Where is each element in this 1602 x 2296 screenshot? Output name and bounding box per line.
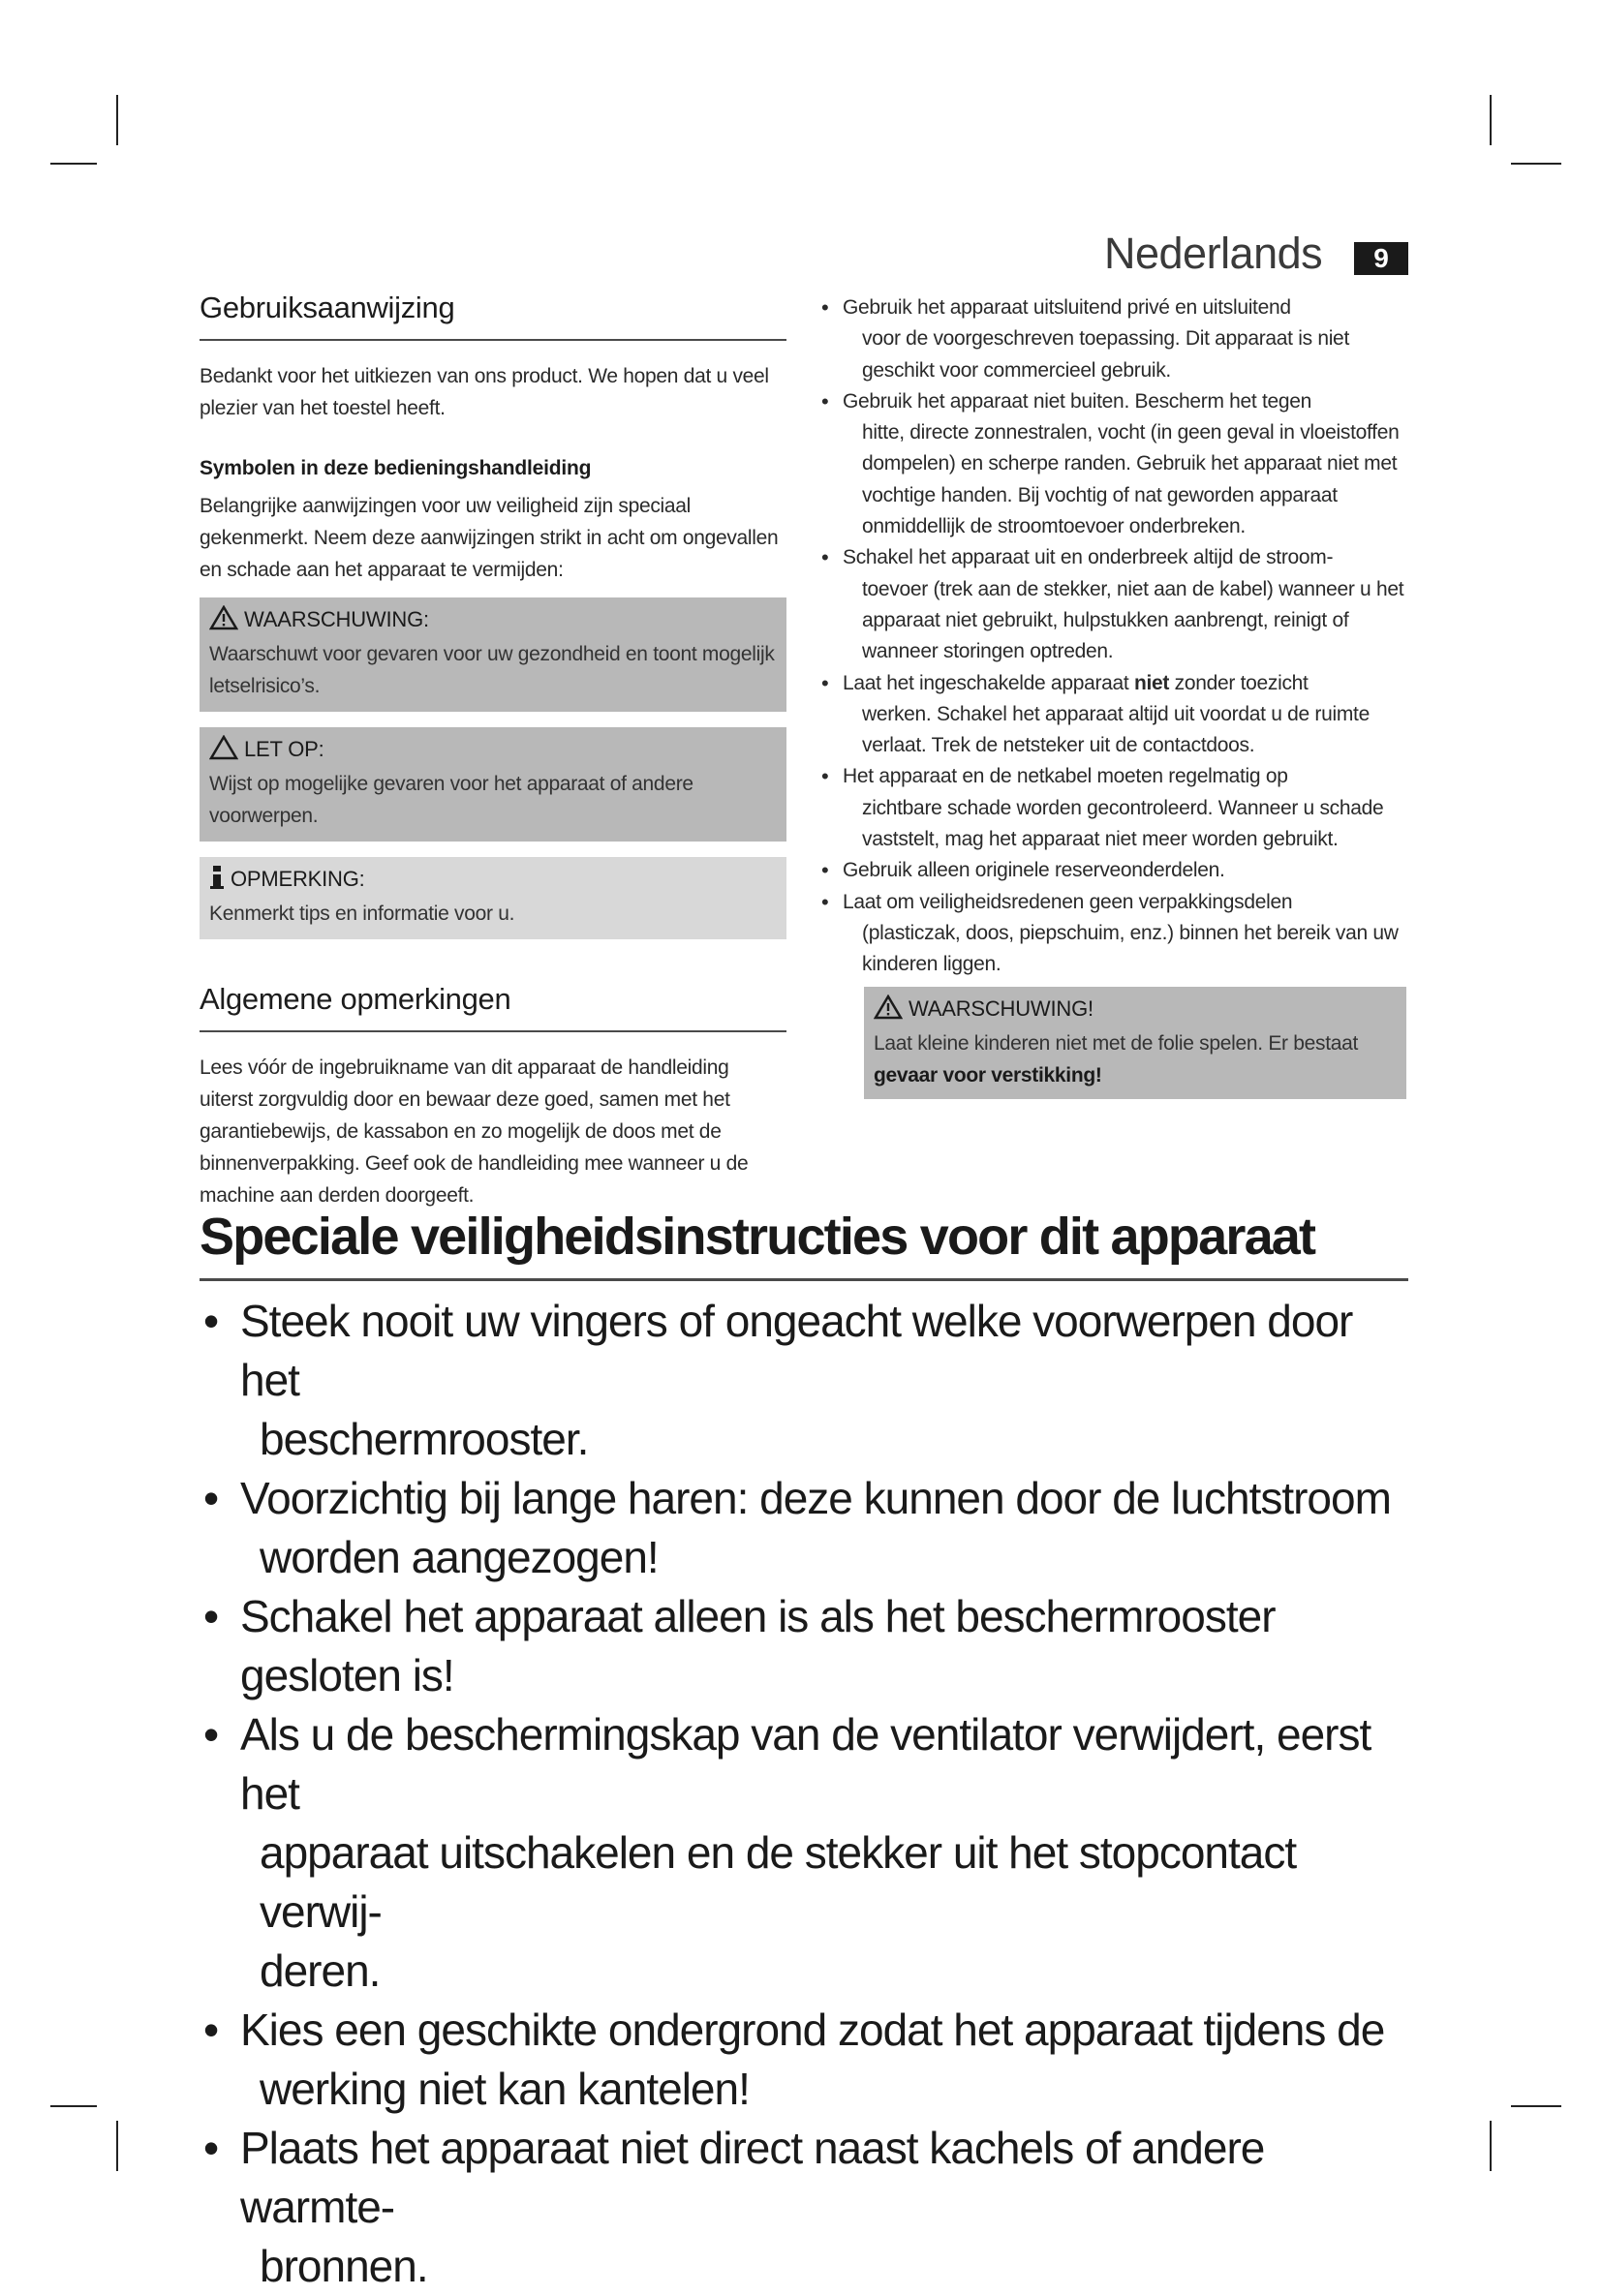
crop-mark	[116, 95, 118, 145]
list-item: • Schakel het apparaat alleen is als het beschermrooster gesloten is!	[200, 1587, 1420, 1705]
list-item: • Gebruik het apparaat uitsluitend privé en uitsluitend voor de voorgeschreven toepassing. Dit apparaat is niet geschikt voor commercieel gebruik.	[819, 292, 1406, 386]
crop-mark	[50, 2105, 97, 2107]
warning-box-children	[864, 987, 1406, 1099]
right-column	[819, 292, 1406, 1099]
symbols-text: Belangrijke aanwijzingen voor uw veiligheid zijn speciaal gekenmerkt. Neem deze aanwijzingen strikt in acht om ongevallen en schade aan het apparaat te vermijden:	[200, 495, 779, 581]
warning2-text-bold: gevaar voor verstikking!	[874, 1063, 1102, 1087]
list-item: • Schakel het apparaat uit en onderbreek altijd de stroom- toevoer (trek aan de stekker, niet aan de kabel) wanneer u het apparaat niet gebruikt, hulpstukken aanbrengt, reinigt of wanneer storingen optreden.	[819, 542, 1406, 667]
note-box	[200, 857, 786, 939]
page-number: 9	[1354, 242, 1408, 275]
note-text: Kenmerkt tips en informatie voor u.	[209, 903, 515, 925]
crop-mark	[1511, 2105, 1561, 2107]
list-item: • Het apparaat en de netkabel moeten regelmatig op zichtbare schade worden gecontroleerd. Wanneer u schade vaststelt, mag het apparaat niet meer worden gebruikt.	[819, 761, 1406, 855]
warning-triangle-icon	[874, 995, 903, 1027]
list-item: • Gebruik het apparaat niet buiten. Bescherm het tegen hitte, directe zonnestralen, vocht (in geen geval in vloeistoffen dompelen) en scherpe randen. Gebruik het apparaat niet met vochtige handen. Bij vochtig of nat geworden apparaat onmiddellijk de stroomtoevoer onderbreken.	[819, 386, 1406, 542]
caution-title: LET OP:	[244, 737, 324, 761]
warning-text: Waarschuwt voor gevaren voor uw gezondheid en toont mogelijk letselrisico’s.	[209, 643, 775, 697]
list-item: • Steek nooit uw vingers of ongeacht welke voorwerpen door het beschermrooster.	[200, 1292, 1420, 1469]
crop-mark	[116, 2121, 118, 2171]
general-text: Lees vóór de ingebruikname van dit apparaat de handleiding uiterst zorgvuldig door en bewaar deze goed, samen met het garantiebewijs, de kassabon en zo mogelijk de doos met de binnenverpakking. Geef ook de handleiding mee wanneer u de machine aan derden doorgeeft.	[200, 1056, 749, 1207]
safety-list	[819, 292, 1406, 981]
caution-triangle-icon	[209, 735, 238, 768]
section-title-general: Algemene opmerkingen	[200, 982, 786, 1032]
info-icon	[209, 865, 225, 898]
special-safety-title: Speciale veiligheidsinstructies voor dit apparaat	[200, 1207, 1408, 1281]
warning2-text: Laat kleine kinderen niet met de folie spelen. Er bestaat	[874, 1031, 1359, 1055]
warning2-title: WAARSCHUWING!	[909, 995, 1094, 1021]
caution-box	[200, 727, 786, 842]
intro-text: Bedankt voor het uitkiezen van ons product. We hopen dat u veel plezier van het toestel heeft.	[200, 365, 769, 419]
symbols-title: Symbolen in deze bedieningshandleiding	[200, 457, 592, 479]
note-title: OPMERKING:	[231, 867, 365, 891]
crop-mark	[50, 163, 97, 165]
warning-box	[200, 597, 786, 712]
list-item: • Laat het ingeschakelde apparaat niet zonder toezicht werken. Schakel het apparaat altijd uit voordat u de ruimte verlaat. Trek de netsteker uit de contactdoos.	[819, 668, 1406, 762]
crop-mark	[1490, 2121, 1492, 2171]
list-item: • Gebruik alleen originele reserveonderdelen.	[819, 855, 1406, 886]
header-language: Nederlands	[1104, 229, 1323, 278]
left-column	[200, 291, 786, 1211]
special-safety-list	[200, 1292, 1420, 2296]
list-item: • Kies een geschikte ondergrond zodat het apparaat tijdens de werking niet kan kantelen!	[200, 2001, 1420, 2119]
list-item: • Voorzichtig bij lange haren: deze kunnen door de luchtstroom worden aangezogen!	[200, 1469, 1420, 1587]
warning-title: WAARSCHUWING:	[244, 607, 429, 631]
crop-mark	[1490, 95, 1492, 145]
section-title-usage: Gebruiksaanwijzing	[200, 291, 786, 341]
warning-triangle-icon	[209, 605, 238, 638]
list-item: • Als u de beschermingskap van de ventilator verwijdert, eerst het apparaat uitschakelen en de stekker uit het stopcontact verwij- deren.	[200, 1705, 1420, 2001]
caution-text: Wijst op mogelijke gevaren voor het apparaat of andere voorwerpen.	[209, 773, 693, 827]
crop-mark	[1511, 163, 1561, 165]
list-item: • Plaats het apparaat niet direct naast kachels of andere warmte- bronnen.	[200, 2119, 1420, 2296]
list-item: • Laat om veiligheidsredenen geen verpakkingsdelen (plasticzak, doos, piepschuim, enz.) binnen het bereik van uw kinderen liggen.	[819, 887, 1406, 981]
